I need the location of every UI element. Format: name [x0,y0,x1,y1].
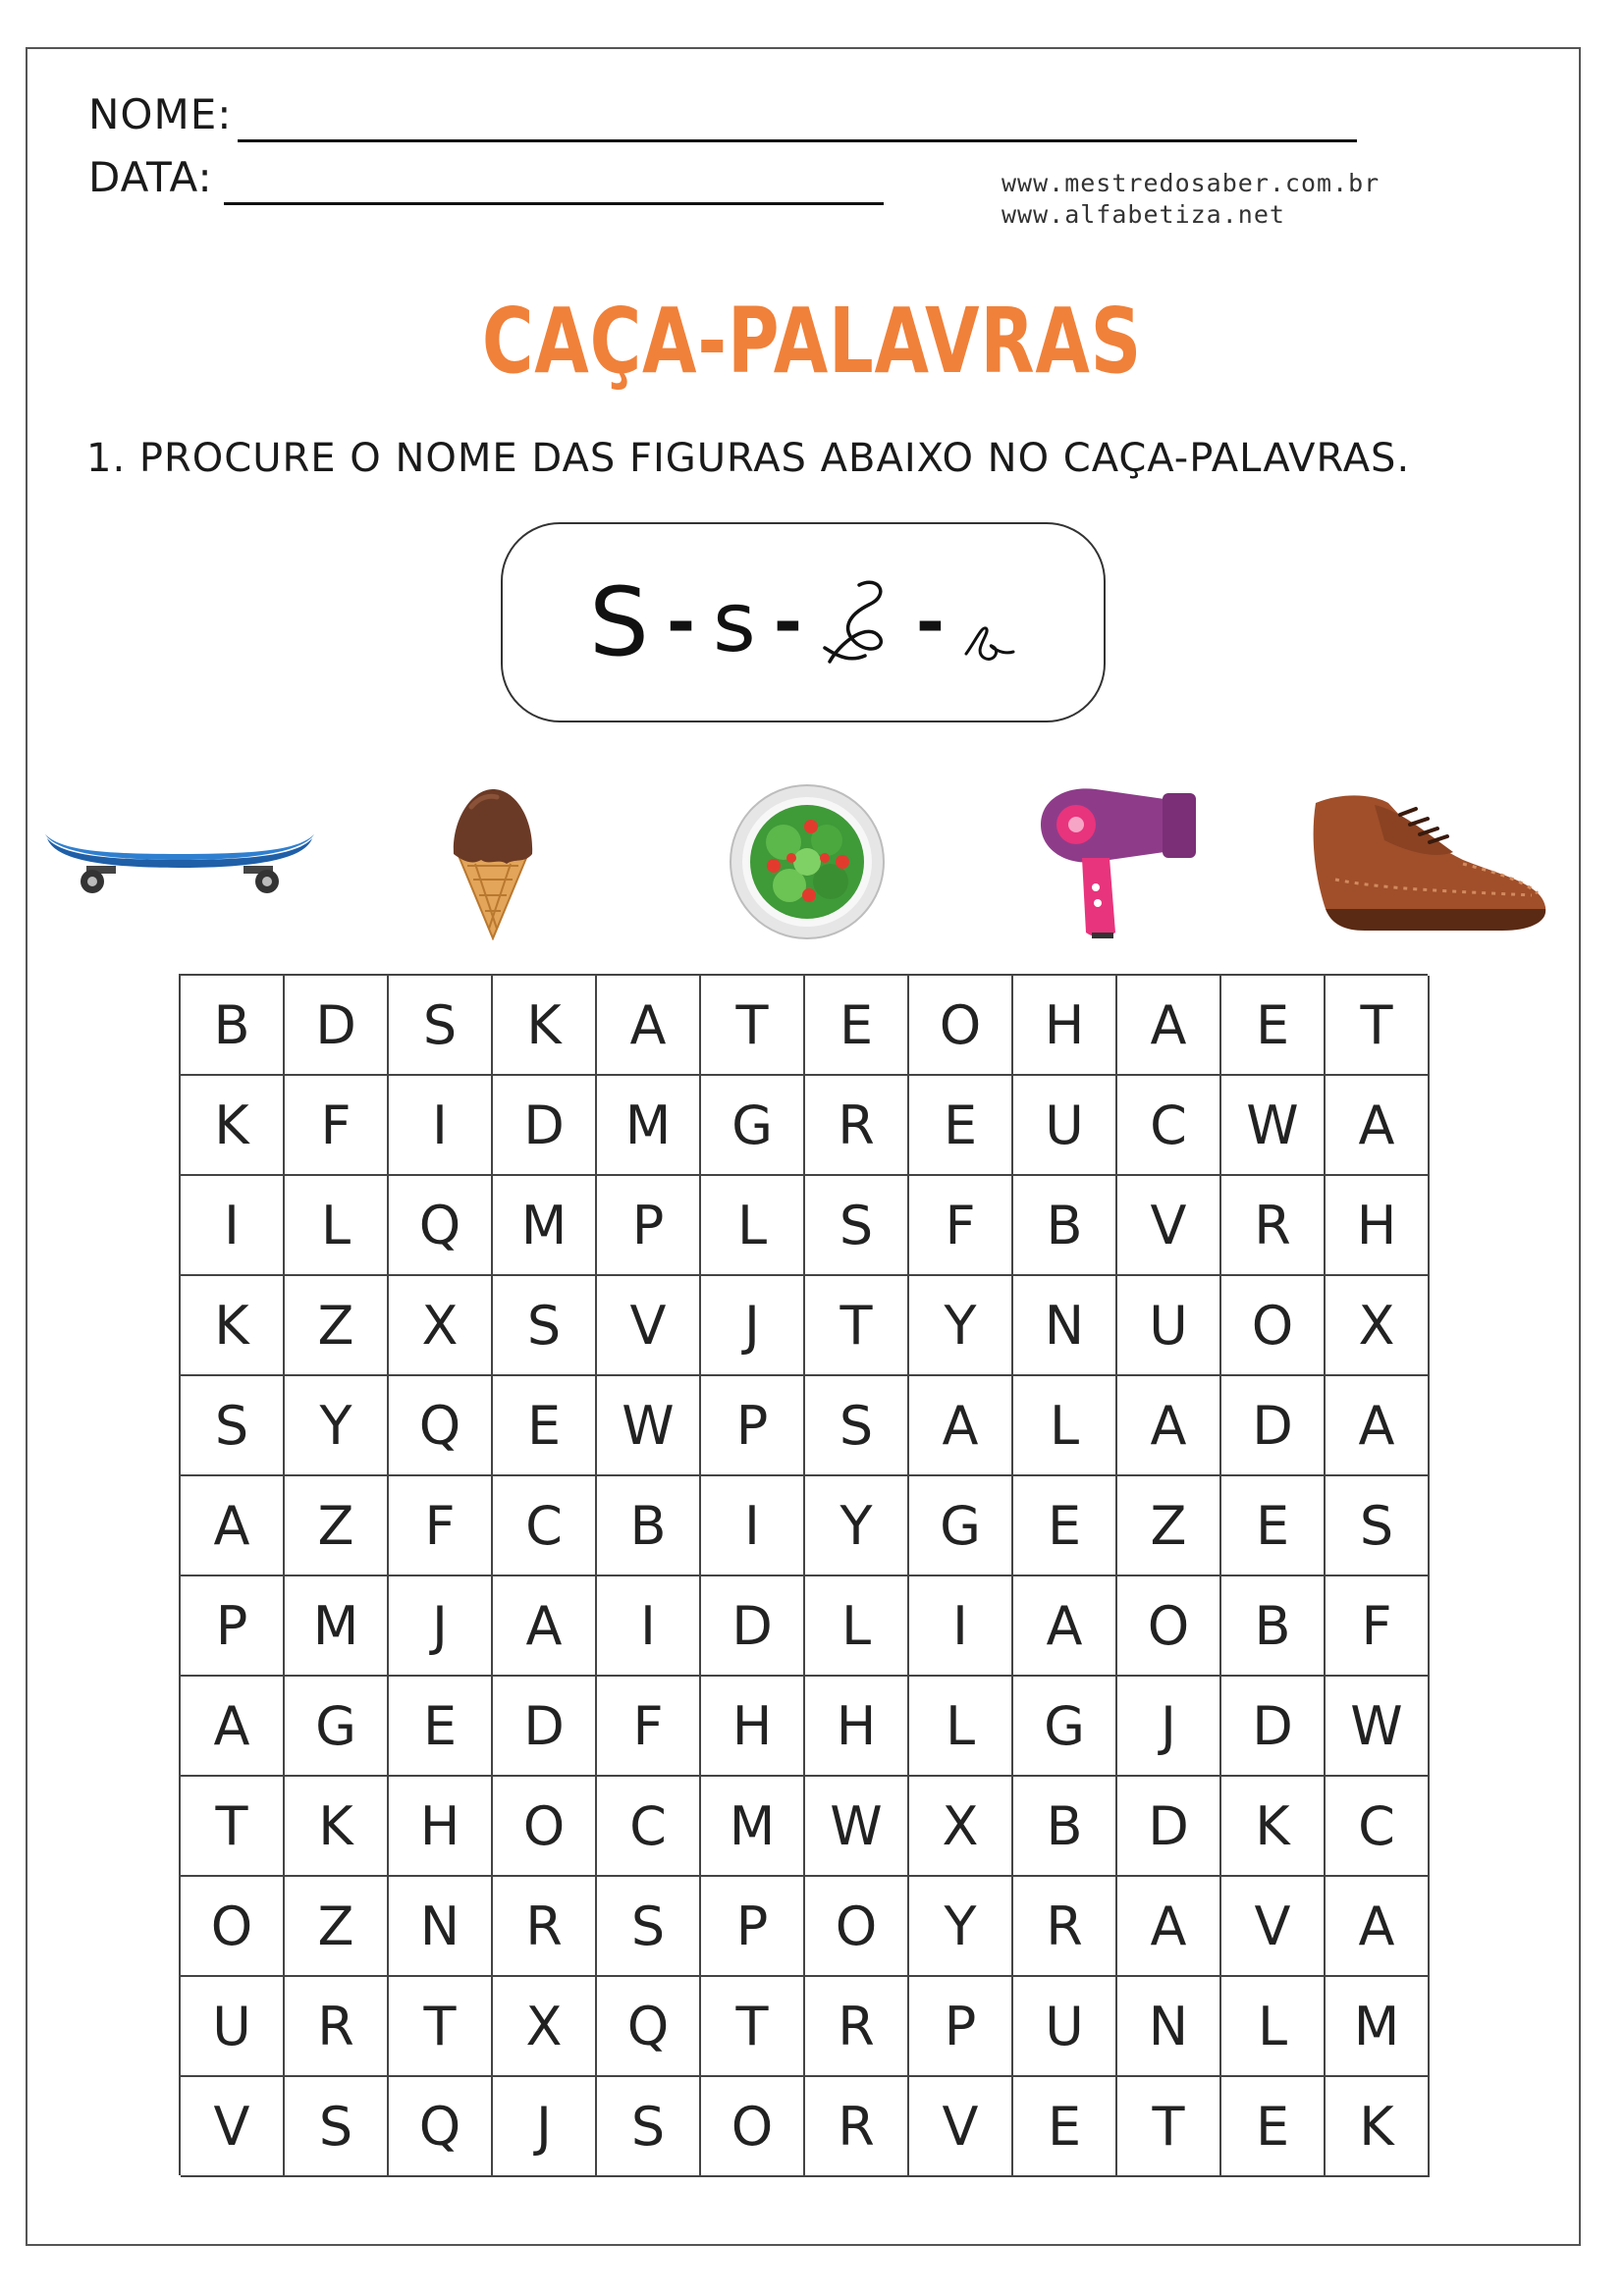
grid-cell[interactable]: S [805,1176,909,1276]
grid-cell[interactable]: K [493,976,597,1076]
grid-cell[interactable]: Q [597,1977,701,2077]
grid-cell[interactable]: P [181,1576,285,1677]
grid-cell[interactable]: Z [285,1476,389,1576]
date-line [224,202,884,205]
grid-cell[interactable]: M [597,1076,701,1176]
grid-cell[interactable]: L [805,1576,909,1677]
grid-cell[interactable]: C [597,1777,701,1877]
skateboard-icon [41,821,318,895]
grid-cell[interactable]: E [1221,2077,1326,2177]
grid-cell[interactable]: Z [1117,1476,1221,1576]
grid-cell[interactable]: N [1117,1977,1221,2077]
grid-cell[interactable]: S [597,1877,701,1977]
grid-cell[interactable]: M [493,1176,597,1276]
grid-cell[interactable]: J [701,1276,805,1376]
grid-cell[interactable]: L [1013,1376,1117,1476]
grid-cell[interactable]: A [1326,1877,1430,1977]
grid-cell[interactable]: W [597,1376,701,1476]
grid-cell[interactable]: W [805,1777,909,1877]
grid-cell[interactable]: I [909,1576,1013,1677]
grid-cell[interactable]: R [285,1977,389,2077]
date-field [88,153,213,201]
grid-cell[interactable]: F [285,1076,389,1176]
grid-cell[interactable]: E [1221,976,1326,1076]
grid-cell[interactable]: Q [389,2077,493,2177]
grid-cell[interactable]: D [1117,1777,1221,1877]
grid-cell[interactable]: V [181,2077,285,2177]
website-2: www.alfabetiza.net [1001,200,1285,229]
grid-cell[interactable]: Y [909,1877,1013,1977]
grid-cell[interactable]: N [1013,1276,1117,1376]
grid-cell[interactable]: H [1326,1176,1430,1276]
grid-cell[interactable]: F [1326,1576,1430,1677]
grid-cell[interactable]: L [701,1176,805,1276]
grid-cell[interactable]: O [181,1877,285,1977]
grid-cell[interactable]: A [597,976,701,1076]
grid-cell[interactable]: Y [285,1376,389,1476]
grid-cell[interactable]: K [1326,2077,1430,2177]
letter-separator: - [915,582,945,663]
grid-cell[interactable]: A [493,1576,597,1677]
grid-cell[interactable]: U [1013,1076,1117,1176]
grid-cell[interactable]: X [909,1777,1013,1877]
grid-cell[interactable]: Q [389,1376,493,1476]
grid-cell[interactable]: R [1221,1176,1326,1276]
grid-cell[interactable]: K [1221,1777,1326,1877]
grid-cell[interactable]: A [1326,1376,1430,1476]
word-search-grid [179,974,1428,2175]
grid-cell[interactable]: T [701,1977,805,2077]
grid-cell[interactable]: A [909,1376,1013,1476]
grid-cell[interactable]: K [285,1777,389,1877]
grid-cell[interactable]: J [1117,1677,1221,1777]
letter-forms-box [501,522,1106,722]
grid-cell[interactable]: C [1326,1777,1430,1877]
grid-cell[interactable]: S [389,976,493,1076]
grid-cell[interactable]: T [1117,2077,1221,2177]
grid-cell[interactable]: U [1013,1977,1117,2077]
grid-cell[interactable]: A [1326,1076,1430,1176]
grid-cell[interactable]: T [1326,976,1430,1076]
name-field [88,90,232,138]
grid-cell[interactable]: L [285,1176,389,1276]
grid-cell[interactable]: F [389,1476,493,1576]
grid-cell[interactable]: S [597,2077,701,2177]
grid-cell[interactable]: K [181,1076,285,1176]
grid-cell[interactable]: Y [909,1276,1013,1376]
grid-cell[interactable]: E [1013,2077,1117,2177]
hair-dryer-icon [1037,781,1202,940]
grid-cell[interactable]: J [493,2077,597,2177]
grid-cell[interactable]: H [1013,976,1117,1076]
grid-cell[interactable]: S [285,2077,389,2177]
letter-separator: - [666,582,696,663]
grid-cell[interactable]: B [597,1476,701,1576]
grid-cell[interactable]: P [701,1877,805,1977]
grid-cell[interactable]: M [1326,1977,1430,2077]
grid-cell[interactable]: A [1117,1877,1221,1977]
grid-cell[interactable]: X [1326,1276,1430,1376]
grid-cell[interactable]: A [1013,1576,1117,1677]
grid-cell[interactable]: R [493,1877,597,1977]
grid-cell[interactable]: H [389,1777,493,1877]
grid-cell[interactable]: E [1221,1476,1326,1576]
grid-cell[interactable]: P [597,1176,701,1276]
grid-cell[interactable]: A [181,1677,285,1777]
grid-cell[interactable]: T [181,1777,285,1877]
grid-cell[interactable]: D [493,1076,597,1176]
grid-cell[interactable]: F [597,1677,701,1777]
grid-cell[interactable]: I [701,1476,805,1576]
name-label: NOME: [88,90,233,138]
grid-cell[interactable]: O [1221,1276,1326,1376]
grid-cell[interactable]: Y [805,1476,909,1576]
grid-cell[interactable]: O [493,1777,597,1877]
grid-cell[interactable]: S [1326,1476,1430,1576]
grid-cell[interactable]: D [493,1677,597,1777]
letter-lowercase: s [713,574,756,670]
grid-cell[interactable]: D [701,1576,805,1677]
grid-cell[interactable]: O [909,976,1013,1076]
grid-cell[interactable]: E [805,976,909,1076]
letter-separator: - [773,582,802,663]
grid-cell[interactable]: M [701,1777,805,1877]
grid-cell[interactable]: B [1013,1777,1117,1877]
grid-cell[interactable]: E [389,1677,493,1777]
grid-cell[interactable]: U [181,1977,285,2077]
grid-cell[interactable]: A [1117,976,1221,1076]
grid-cell[interactable]: L [909,1677,1013,1777]
grid-cell[interactable]: G [1013,1677,1117,1777]
grid-cell[interactable]: X [493,1977,597,2077]
grid-cell[interactable]: O [1117,1576,1221,1677]
grid-cell[interactable]: I [181,1176,285,1276]
date-label: DATA: [88,153,213,201]
grid-cell[interactable]: W [1221,1076,1326,1176]
grid-cell[interactable]: I [597,1576,701,1677]
grid-cell[interactable]: R [805,1977,909,2077]
grid-cell[interactable]: B [1221,1576,1326,1677]
page-title: CAÇA-PALAVRAS [481,289,1143,394]
grid-cell[interactable]: T [389,1977,493,2077]
grid-cell[interactable]: O [701,2077,805,2177]
grid-cell[interactable]: J [389,1576,493,1677]
grid-cell[interactable]: H [701,1677,805,1777]
grid-cell[interactable]: V [597,1276,701,1376]
grid-cell[interactable]: E [493,1376,597,1476]
grid-cell[interactable]: V [1221,1877,1326,1977]
grid-cell[interactable]: X [389,1276,493,1376]
grid-cell[interactable]: D [285,976,389,1076]
grid-cell[interactable]: B [1013,1176,1117,1276]
letter-cursive-uppercase [820,575,898,669]
grid-cell[interactable]: C [1117,1076,1221,1176]
grid-cell[interactable]: H [805,1677,909,1777]
grid-cell[interactable]: R [805,1076,909,1176]
salad-icon [729,783,886,940]
grid-cell[interactable]: N [389,1877,493,1977]
grid-cell[interactable]: A [1117,1376,1221,1476]
grid-cell[interactable]: T [701,976,805,1076]
grid-cell[interactable]: U [1117,1276,1221,1376]
grid-cell[interactable]: E [1013,1476,1117,1576]
grid-cell[interactable]: M [285,1576,389,1677]
grid-cell[interactable]: S [181,1376,285,1476]
grid-cell[interactable]: G [285,1677,389,1777]
grid-cell[interactable]: G [909,1476,1013,1576]
grid-cell[interactable]: D [1221,1677,1326,1777]
name-line [238,139,1357,142]
grid-cell[interactable]: Q [389,1176,493,1276]
grid-cell[interactable]: P [701,1376,805,1476]
grid-cell[interactable]: R [1013,1877,1117,1977]
grid-cell[interactable]: O [805,1877,909,1977]
grid-cell[interactable]: B [181,976,285,1076]
grid-cell[interactable]: I [389,1076,493,1176]
grid-cell[interactable]: V [1117,1176,1221,1276]
grid-cell[interactable]: S [493,1276,597,1376]
grid-cell[interactable]: V [909,2077,1013,2177]
grid-cell[interactable]: L [1221,1977,1326,2077]
grid-cell[interactable]: C [493,1476,597,1576]
letter-uppercase: S [589,567,649,677]
letter-cursive-lowercase [962,611,1017,669]
grid-cell[interactable]: Z [285,1276,389,1376]
grid-cell[interactable]: T [805,1276,909,1376]
instruction-text: 1. PROCURE O NOME DAS FIGURAS ABAIXO NO CAÇA-PALAVRAS. [86,436,1411,481]
grid-cell[interactable]: K [181,1276,285,1376]
grid-cell[interactable]: E [909,1076,1013,1176]
website-1: www.mestredosaber.com.br [1001,169,1380,197]
grid-cell[interactable]: R [805,2077,909,2177]
shoe-icon [1306,781,1551,938]
grid-cell[interactable]: D [1221,1376,1326,1476]
grid-cell[interactable]: Z [285,1877,389,1977]
grid-cell[interactable]: S [805,1376,909,1476]
grid-cell[interactable]: W [1326,1677,1430,1777]
ice-cream-icon [446,781,540,940]
grid-cell[interactable]: P [909,1977,1013,2077]
grid-cell[interactable]: A [181,1476,285,1576]
grid-cell[interactable]: G [701,1076,805,1176]
grid-cell[interactable]: F [909,1176,1013,1276]
